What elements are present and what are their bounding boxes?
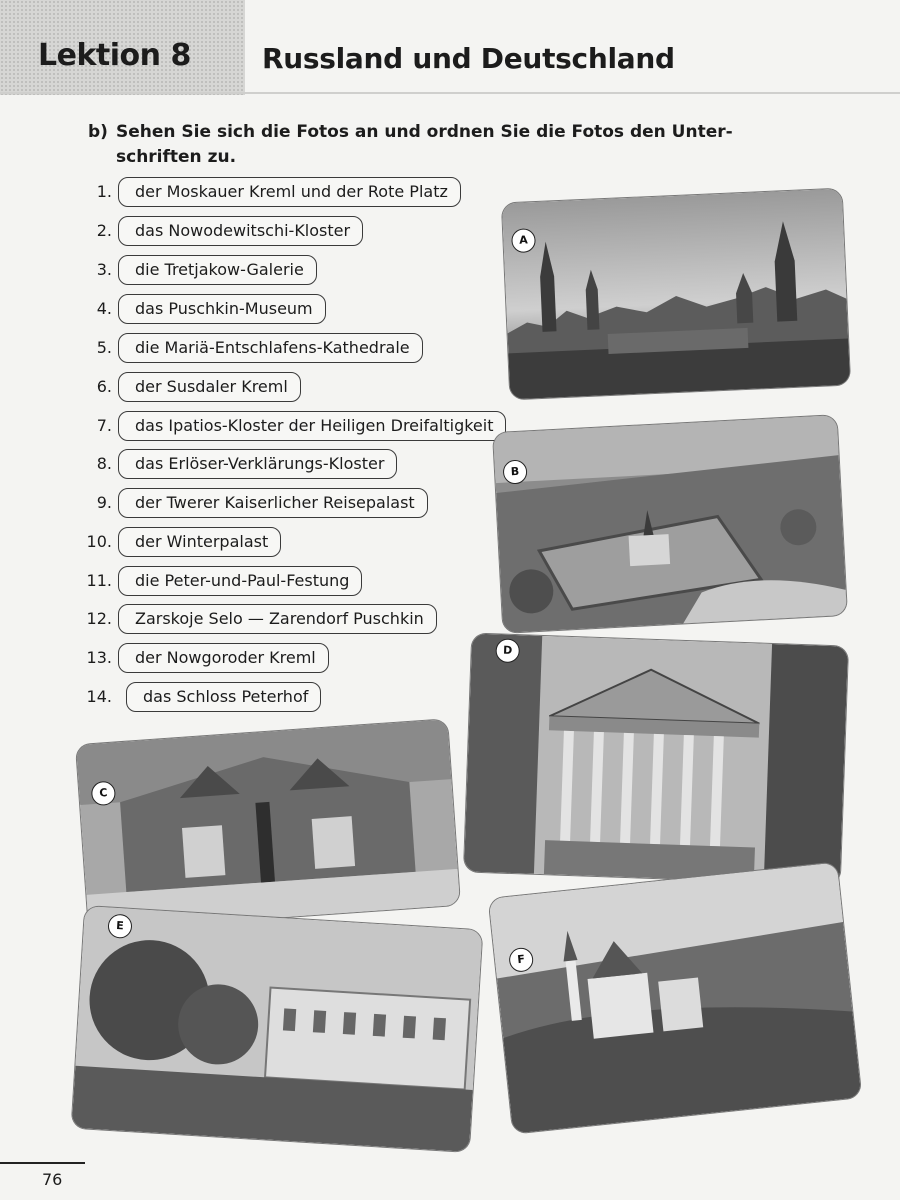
caption-box: das Erlöser-Verklärungs-Kloster [118,449,397,479]
caption-number: 4. [96,299,112,318]
caption-box: der Winterpalast [118,527,281,557]
caption-number: 3. [96,260,112,279]
caption-number: 2. [96,221,112,240]
caption-box: Zarskoje Selo — Zarendorf Puschkin [118,604,437,634]
caption-number: 6. [96,377,112,396]
task-instruction [88,120,748,170]
caption-box: das Ipatios-Kloster der Heiligen Dreifaltigkeit [118,411,506,441]
task-marker: b) [88,122,108,142]
photo-c [76,719,460,930]
caption-number: 5. [96,338,112,357]
caption-number: 7. [96,416,112,435]
caption-box: der Moskauer Kreml und der Rote Platz [118,177,461,207]
photo-f [489,862,862,1133]
photo-d-image [464,634,848,885]
caption-number: 9. [96,493,112,512]
photo-f-image [489,862,862,1133]
photo-f-label: F [508,947,534,973]
photo-b-image [493,415,847,633]
caption-number: 1. [96,182,112,201]
header-divider [0,92,900,94]
photo-e-label: E [107,914,132,939]
caption-number: 10. [86,532,112,551]
caption-box: der Twerer Kaiserlicher Reisepalast [118,488,428,518]
photo-a-label: A [511,228,536,253]
caption-number: 11. [86,571,112,590]
page-number: 76 [42,1170,63,1189]
photo-c-image [76,719,460,930]
photo-e [72,906,483,1152]
photo-b [493,415,847,633]
lesson-label: Lektion 8 [38,38,191,73]
task-line-2: schriften zu. [116,147,237,167]
photo-b-label: B [502,459,527,484]
page-number-rule [0,1162,85,1164]
caption-box: das Schloss Peterhof [126,682,321,712]
caption-box: die Mariä-Entschlafens-Kathedrale [118,333,423,363]
caption-box: das Puschkin-Museum [118,294,326,324]
caption-box: der Susdaler Kreml [118,372,301,402]
photo-d [464,634,848,885]
photo-a-image [502,189,850,400]
caption-number: 12. [86,609,112,628]
caption-number: 8. [96,454,112,473]
caption-number: 14. [86,687,112,706]
caption-box: die Tretjakow-Galerie [118,255,317,285]
photo-a [502,189,850,400]
photo-e-image [72,906,483,1152]
caption-box: das Nowodewitschi-Kloster [118,216,363,246]
photo-d-label: D [495,638,520,663]
caption-box: die Peter-und-Paul-Festung [118,566,362,596]
lesson-title: Russland und Deutschland [262,42,675,75]
caption-number: 13. [86,648,112,667]
caption-box: der Nowgoroder Kreml [118,643,329,673]
photo-c-label: C [91,781,117,807]
task-line-1: Sehen Sie sich die Fotos an und ordnen Sie die Fotos den Unter- [116,122,733,142]
